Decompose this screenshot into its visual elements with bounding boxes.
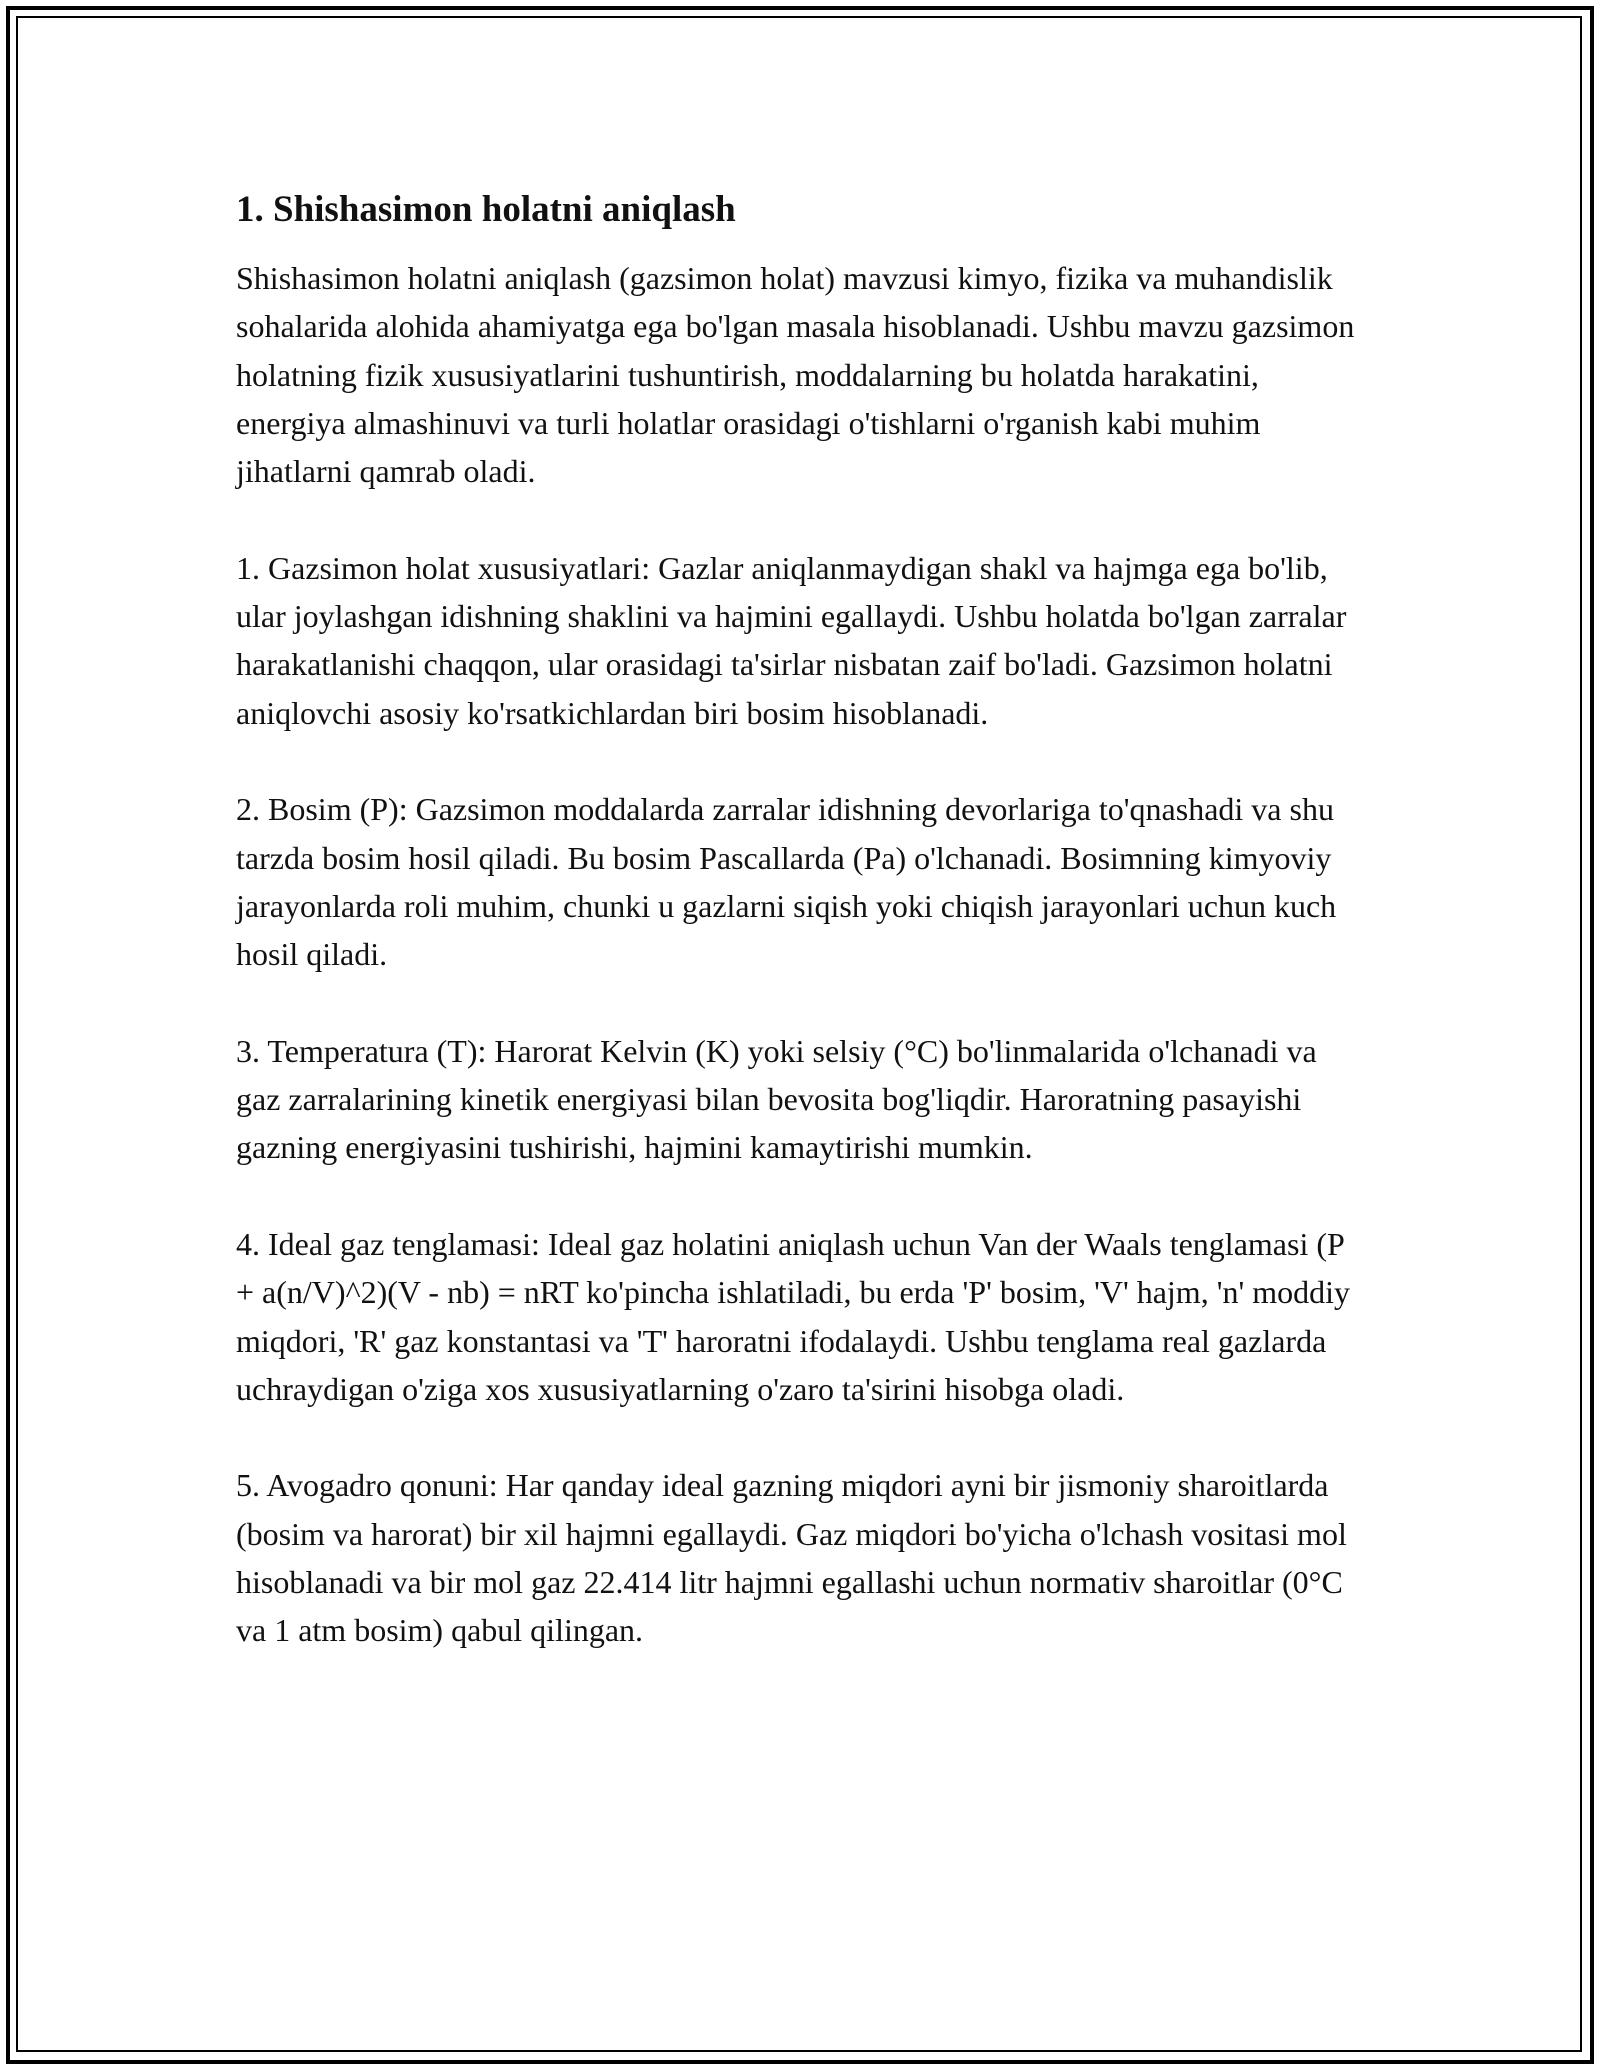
document-body [236, 186, 1366, 1703]
paragraph-gas-properties: 1. Gazsimon holat xususiyatlari: Gazlar aniqlanmaydigan shakl va hajmga ega bo'lib, ular joylashgan idishning shaklini va hajmini egallaydi. Ushbu holatda bo'lgan zarralar harakatlanishi chaqqon, ular orasidagi ta'sirlar nisbatan zaif bo'ladi. Gazsimon holatni aniqlovchi asosiy ko'rsatkichlardan biri bosim hisoblanadi. [236, 549, 1347, 731]
paragraph-gas-equation: 4. Ideal gaz tenglamasi: Ideal gaz holatini aniqlash uchun Van der Waals tenglamasi (P + a(n/V)^2)(V - nb) = nRT ko'pincha ishlatiladi, bu erda 'P' bosim, 'V' hajm, 'n' moddiy miqdori, 'R' gaz konstantasi va 'T' haroratni ifodalaydi. Ushbu tenglama real gazlarda uchraydigan o'ziga xos xususiyatlarning o'zaro ta'sirini hisobga oladi. [236, 1225, 1350, 1407]
section-heading: 1. Shishasimon holatni aniqlash [236, 189, 736, 230]
paragraph-pressure: 2. Bosim (P): Gazsimon moddalarda zarralar idishning devorlariga to'qnashadi va shu tarzda bosim hosil qiladi. Bu bosim Pascallarda (Pa) o'lchanadi. Bosimning kimyoviy jarayonlarda roli muhim, chunki u gazlarni siqish yoki chiqish jarayonlari uchun kuch hosil qiladi. [236, 791, 1337, 973]
paragraph-avogadro-law: 5. Avogadro qonuni: Har qanday ideal gazning miqdori ayni bir jismoniy sharoitlarda (bosim va harorat) bir xil hajmni egallaydi. Gaz miqdori bo'yicha o'lchash vositasi mol hisoblanadi va bir mol gaz 22.414 litr hajmni egallashi uchun normativ sharoitlar (0°C va 1 atm bosim) qabul qilingan. [236, 1467, 1347, 1649]
intro-paragraph: Shishasimon holatni aniqlash (gazsimon holat) mavzusi kimyo, fizika va muhandislik sohalarida alohida ahamiyatga ega bo'lgan masala hisoblanadi. Ushbu mavzu gazsimon holatning fizik xususiyatlarini tushuntirish, moddalarning bu holatda harakatini, energiya almashinuvi va turli holatlar orasidagi o'tishlarni o'rganish kabi muhim jihatlarni qamrab oladi. [236, 260, 1355, 490]
paragraph-temperature: 3. Temperatura (T): Harorat Kelvin (K) yoki selsiy (°C) bo'linmalarida o'lchanadi va gaz zarralarining kinetik energiyasi bilan bevosita bog'liqdir. Haroratning pasayishi gazning energiyasini tushirishi, hajmini kamaytirishi mumkin. [236, 1032, 1317, 1166]
